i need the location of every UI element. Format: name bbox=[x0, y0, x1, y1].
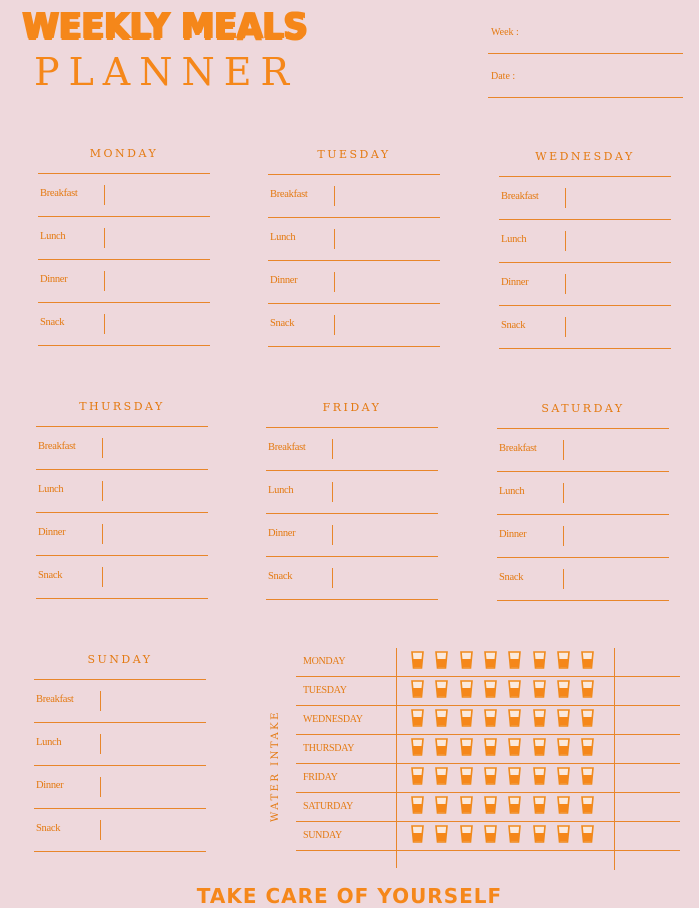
meal-divider bbox=[332, 482, 333, 502]
meal-row-breakfast[interactable] bbox=[497, 429, 669, 472]
glass-icon[interactable] bbox=[484, 651, 497, 669]
glass-icon[interactable] bbox=[533, 738, 546, 756]
meal-divider bbox=[334, 229, 335, 249]
glass-icon[interactable] bbox=[533, 767, 546, 785]
glass-icon[interactable] bbox=[484, 680, 497, 698]
meal-label: Dinner bbox=[268, 528, 296, 539]
meal-label: Lunch bbox=[268, 485, 294, 496]
glass-icon[interactable] bbox=[411, 709, 424, 727]
meal-row-dinner[interactable] bbox=[268, 261, 440, 304]
meal-divider bbox=[102, 567, 103, 587]
glass-icon[interactable] bbox=[460, 651, 473, 669]
meal-divider bbox=[334, 315, 335, 335]
glass-icon[interactable] bbox=[435, 651, 448, 669]
meal-label: Snack bbox=[501, 320, 526, 331]
meal-label: Dinner bbox=[36, 780, 64, 791]
water-day-label: SUNDAY bbox=[303, 830, 342, 841]
meal-label: Breakfast bbox=[499, 443, 537, 454]
meal-row-snack[interactable] bbox=[34, 809, 206, 852]
meal-row-snack[interactable] bbox=[497, 558, 669, 601]
meal-row-breakfast[interactable] bbox=[38, 174, 210, 217]
day-name: SATURDAY bbox=[541, 402, 625, 415]
meal-row-lunch[interactable] bbox=[499, 220, 671, 263]
glass-icon[interactable] bbox=[435, 796, 448, 814]
water-row-wednesday bbox=[296, 706, 680, 735]
week-field[interactable] bbox=[488, 53, 683, 54]
water-day-label: TUESDAY bbox=[303, 685, 347, 696]
glass-icon[interactable] bbox=[435, 825, 448, 843]
glass-icon[interactable] bbox=[508, 825, 521, 843]
meal-row-lunch[interactable] bbox=[34, 723, 206, 766]
meal-label: Snack bbox=[270, 318, 295, 329]
glass-icon[interactable] bbox=[557, 825, 570, 843]
glass-icon[interactable] bbox=[557, 709, 570, 727]
title-weekly-meals: WEEKLY MEALS bbox=[22, 6, 308, 47]
title-planner: PLANNER bbox=[34, 50, 299, 94]
meal-label: Dinner bbox=[499, 529, 527, 540]
glass-icon[interactable] bbox=[411, 738, 424, 756]
meal-divider bbox=[332, 525, 333, 545]
meal-label: Breakfast bbox=[270, 189, 308, 200]
glass-icon[interactable] bbox=[508, 651, 521, 669]
meal-divider bbox=[100, 691, 101, 711]
meal-divider bbox=[563, 483, 564, 503]
meal-label: Breakfast bbox=[501, 191, 539, 202]
date-label: Date : bbox=[491, 71, 516, 82]
glass-icon[interactable] bbox=[508, 738, 521, 756]
meal-label: Dinner bbox=[501, 277, 529, 288]
meal-row-snack[interactable] bbox=[266, 557, 438, 600]
meal-row-breakfast[interactable] bbox=[499, 177, 671, 220]
glass-icon[interactable] bbox=[581, 796, 594, 814]
meal-row-dinner[interactable] bbox=[34, 766, 206, 809]
meal-divider bbox=[102, 438, 103, 458]
meal-row-lunch[interactable] bbox=[36, 470, 208, 513]
meal-label: Breakfast bbox=[36, 694, 74, 705]
water-day-label: THURSDAY bbox=[303, 743, 355, 754]
meal-divider bbox=[102, 481, 103, 501]
meal-label: Lunch bbox=[36, 737, 62, 748]
date-field[interactable] bbox=[488, 97, 683, 98]
glass-icon[interactable] bbox=[533, 651, 546, 669]
meal-label: Snack bbox=[40, 317, 65, 328]
meal-divider bbox=[332, 439, 333, 459]
meal-row-dinner[interactable] bbox=[266, 514, 438, 557]
glass-icon[interactable] bbox=[435, 680, 448, 698]
meal-divider bbox=[563, 440, 564, 460]
glass-icon[interactable] bbox=[484, 738, 497, 756]
meal-divider bbox=[565, 274, 566, 294]
meal-label: Lunch bbox=[499, 486, 525, 497]
meal-row-breakfast[interactable] bbox=[268, 175, 440, 218]
meal-entry-line[interactable] bbox=[34, 851, 206, 852]
glass-icon[interactable] bbox=[557, 680, 570, 698]
glass-icon[interactable] bbox=[411, 651, 424, 669]
meal-label: Breakfast bbox=[268, 442, 306, 453]
water-row-thursday bbox=[296, 735, 680, 764]
week-label: Week : bbox=[491, 27, 519, 38]
glass-icon[interactable] bbox=[484, 767, 497, 785]
meal-divider bbox=[565, 317, 566, 337]
water-day-label: MONDAY bbox=[303, 656, 346, 667]
glass-icon[interactable] bbox=[460, 680, 473, 698]
glass-icon[interactable] bbox=[581, 767, 594, 785]
glass-icon[interactable] bbox=[581, 680, 594, 698]
water-row-tuesday bbox=[296, 677, 680, 706]
meal-label: Snack bbox=[499, 572, 524, 583]
water-intake-label: WATER INTAKE bbox=[270, 710, 281, 822]
water-grid-divider bbox=[614, 648, 615, 870]
glass-icon[interactable] bbox=[581, 651, 594, 669]
meal-label: Lunch bbox=[501, 234, 527, 245]
glass-icon[interactable] bbox=[411, 767, 424, 785]
water-day-label: FRIDAY bbox=[303, 772, 338, 783]
meal-entry-line[interactable] bbox=[36, 598, 208, 599]
meal-label: Dinner bbox=[270, 275, 298, 286]
meal-row-snack[interactable] bbox=[268, 304, 440, 347]
meal-divider bbox=[104, 228, 105, 248]
meal-divider bbox=[332, 568, 333, 588]
day-name: TUESDAY bbox=[317, 148, 391, 161]
day-name: MONDAY bbox=[89, 147, 159, 160]
meal-label: Dinner bbox=[40, 274, 68, 285]
meal-label: Breakfast bbox=[40, 188, 78, 199]
day-block-saturday bbox=[497, 402, 669, 601]
water-grid-divider bbox=[396, 648, 397, 868]
meal-row-breakfast[interactable] bbox=[34, 680, 206, 723]
meal-row-lunch[interactable] bbox=[268, 218, 440, 261]
meal-label: Lunch bbox=[38, 484, 64, 495]
meal-row-dinner[interactable] bbox=[499, 263, 671, 306]
meal-row-breakfast[interactable] bbox=[36, 427, 208, 470]
day-block-friday bbox=[266, 401, 438, 600]
water-intake-label-container bbox=[270, 706, 284, 826]
day-name: FRIDAY bbox=[322, 401, 382, 414]
glass-icon[interactable] bbox=[411, 796, 424, 814]
water-day-label: SATURDAY bbox=[303, 801, 354, 812]
glass-icon[interactable] bbox=[411, 825, 424, 843]
glass-icon[interactable] bbox=[533, 825, 546, 843]
glass-icon[interactable] bbox=[435, 709, 448, 727]
glass-icon[interactable] bbox=[460, 796, 473, 814]
meal-divider bbox=[100, 820, 101, 840]
glass-icon[interactable] bbox=[508, 767, 521, 785]
glass-icon[interactable] bbox=[460, 825, 473, 843]
meal-row-breakfast[interactable] bbox=[266, 428, 438, 471]
meal-label: Snack bbox=[38, 570, 63, 581]
glass-icon[interactable] bbox=[460, 738, 473, 756]
meal-row-lunch[interactable] bbox=[497, 472, 669, 515]
meal-divider bbox=[104, 185, 105, 205]
day-block-monday bbox=[38, 147, 210, 346]
meal-divider bbox=[104, 271, 105, 291]
meal-divider bbox=[100, 734, 101, 754]
meal-divider bbox=[334, 272, 335, 292]
meal-row-dinner[interactable] bbox=[36, 513, 208, 556]
meal-label: Snack bbox=[268, 571, 293, 582]
glass-icon[interactable] bbox=[508, 709, 521, 727]
water-day-label: WEDNESDAY bbox=[303, 714, 363, 725]
glass-icon[interactable] bbox=[557, 738, 570, 756]
day-block-tuesday bbox=[268, 148, 440, 347]
meal-entry-line[interactable] bbox=[268, 346, 440, 347]
meal-row-dinner[interactable] bbox=[38, 260, 210, 303]
glass-icon[interactable] bbox=[508, 796, 521, 814]
meal-row-dinner[interactable] bbox=[497, 515, 669, 558]
meal-divider bbox=[104, 314, 105, 334]
water-row-saturday bbox=[296, 793, 680, 822]
glass-icon[interactable] bbox=[460, 709, 473, 727]
meal-divider bbox=[102, 524, 103, 544]
day-name: WEDNESDAY bbox=[535, 150, 635, 163]
meal-entry-line[interactable] bbox=[38, 345, 210, 346]
glass-icon[interactable] bbox=[435, 738, 448, 756]
glass-icon[interactable] bbox=[460, 767, 473, 785]
water-row-monday bbox=[296, 648, 680, 677]
meal-row-lunch[interactable] bbox=[38, 217, 210, 260]
day-block-thursday bbox=[36, 400, 208, 599]
day-name: THURSDAY bbox=[79, 400, 165, 413]
meal-row-lunch[interactable] bbox=[266, 471, 438, 514]
water-row-sunday bbox=[296, 822, 680, 851]
day-block-sunday bbox=[34, 653, 206, 852]
water-row-friday bbox=[296, 764, 680, 793]
glass-icon[interactable] bbox=[533, 709, 546, 727]
glass-icon[interactable] bbox=[557, 651, 570, 669]
meal-entry-line[interactable] bbox=[497, 600, 669, 601]
meal-divider bbox=[563, 526, 564, 546]
glass-icon[interactable] bbox=[581, 825, 594, 843]
meal-divider bbox=[565, 188, 566, 208]
glass-icon[interactable] bbox=[484, 825, 497, 843]
glass-icon[interactable] bbox=[508, 680, 521, 698]
meal-divider bbox=[334, 186, 335, 206]
glass-icon[interactable] bbox=[581, 738, 594, 756]
glass-icon[interactable] bbox=[581, 709, 594, 727]
day-block-wednesday bbox=[499, 150, 671, 349]
meal-divider bbox=[563, 569, 564, 589]
meal-row-snack[interactable] bbox=[36, 556, 208, 599]
meal-label: Snack bbox=[36, 823, 61, 834]
meal-entry-line[interactable] bbox=[499, 348, 671, 349]
footer-message: TAKE CARE OF YOURSELF bbox=[196, 884, 503, 908]
meal-divider bbox=[100, 777, 101, 797]
glass-icon[interactable] bbox=[484, 709, 497, 727]
glass-icon[interactable] bbox=[484, 796, 497, 814]
glass-icon[interactable] bbox=[435, 767, 448, 785]
glass-icon[interactable] bbox=[557, 796, 570, 814]
day-name: SUNDAY bbox=[87, 653, 153, 666]
meal-row-snack[interactable] bbox=[499, 306, 671, 349]
glass-icon[interactable] bbox=[533, 680, 546, 698]
meal-label: Lunch bbox=[270, 232, 296, 243]
glass-icon[interactable] bbox=[533, 796, 546, 814]
glass-icon[interactable] bbox=[411, 680, 424, 698]
glass-icon[interactable] bbox=[557, 767, 570, 785]
meal-divider bbox=[565, 231, 566, 251]
meal-row-snack[interactable] bbox=[38, 303, 210, 346]
meal-entry-line[interactable] bbox=[266, 599, 438, 600]
meal-label: Breakfast bbox=[38, 441, 76, 452]
meal-label: Dinner bbox=[38, 527, 66, 538]
meal-label: Lunch bbox=[40, 231, 66, 242]
water-row-line bbox=[296, 850, 680, 851]
